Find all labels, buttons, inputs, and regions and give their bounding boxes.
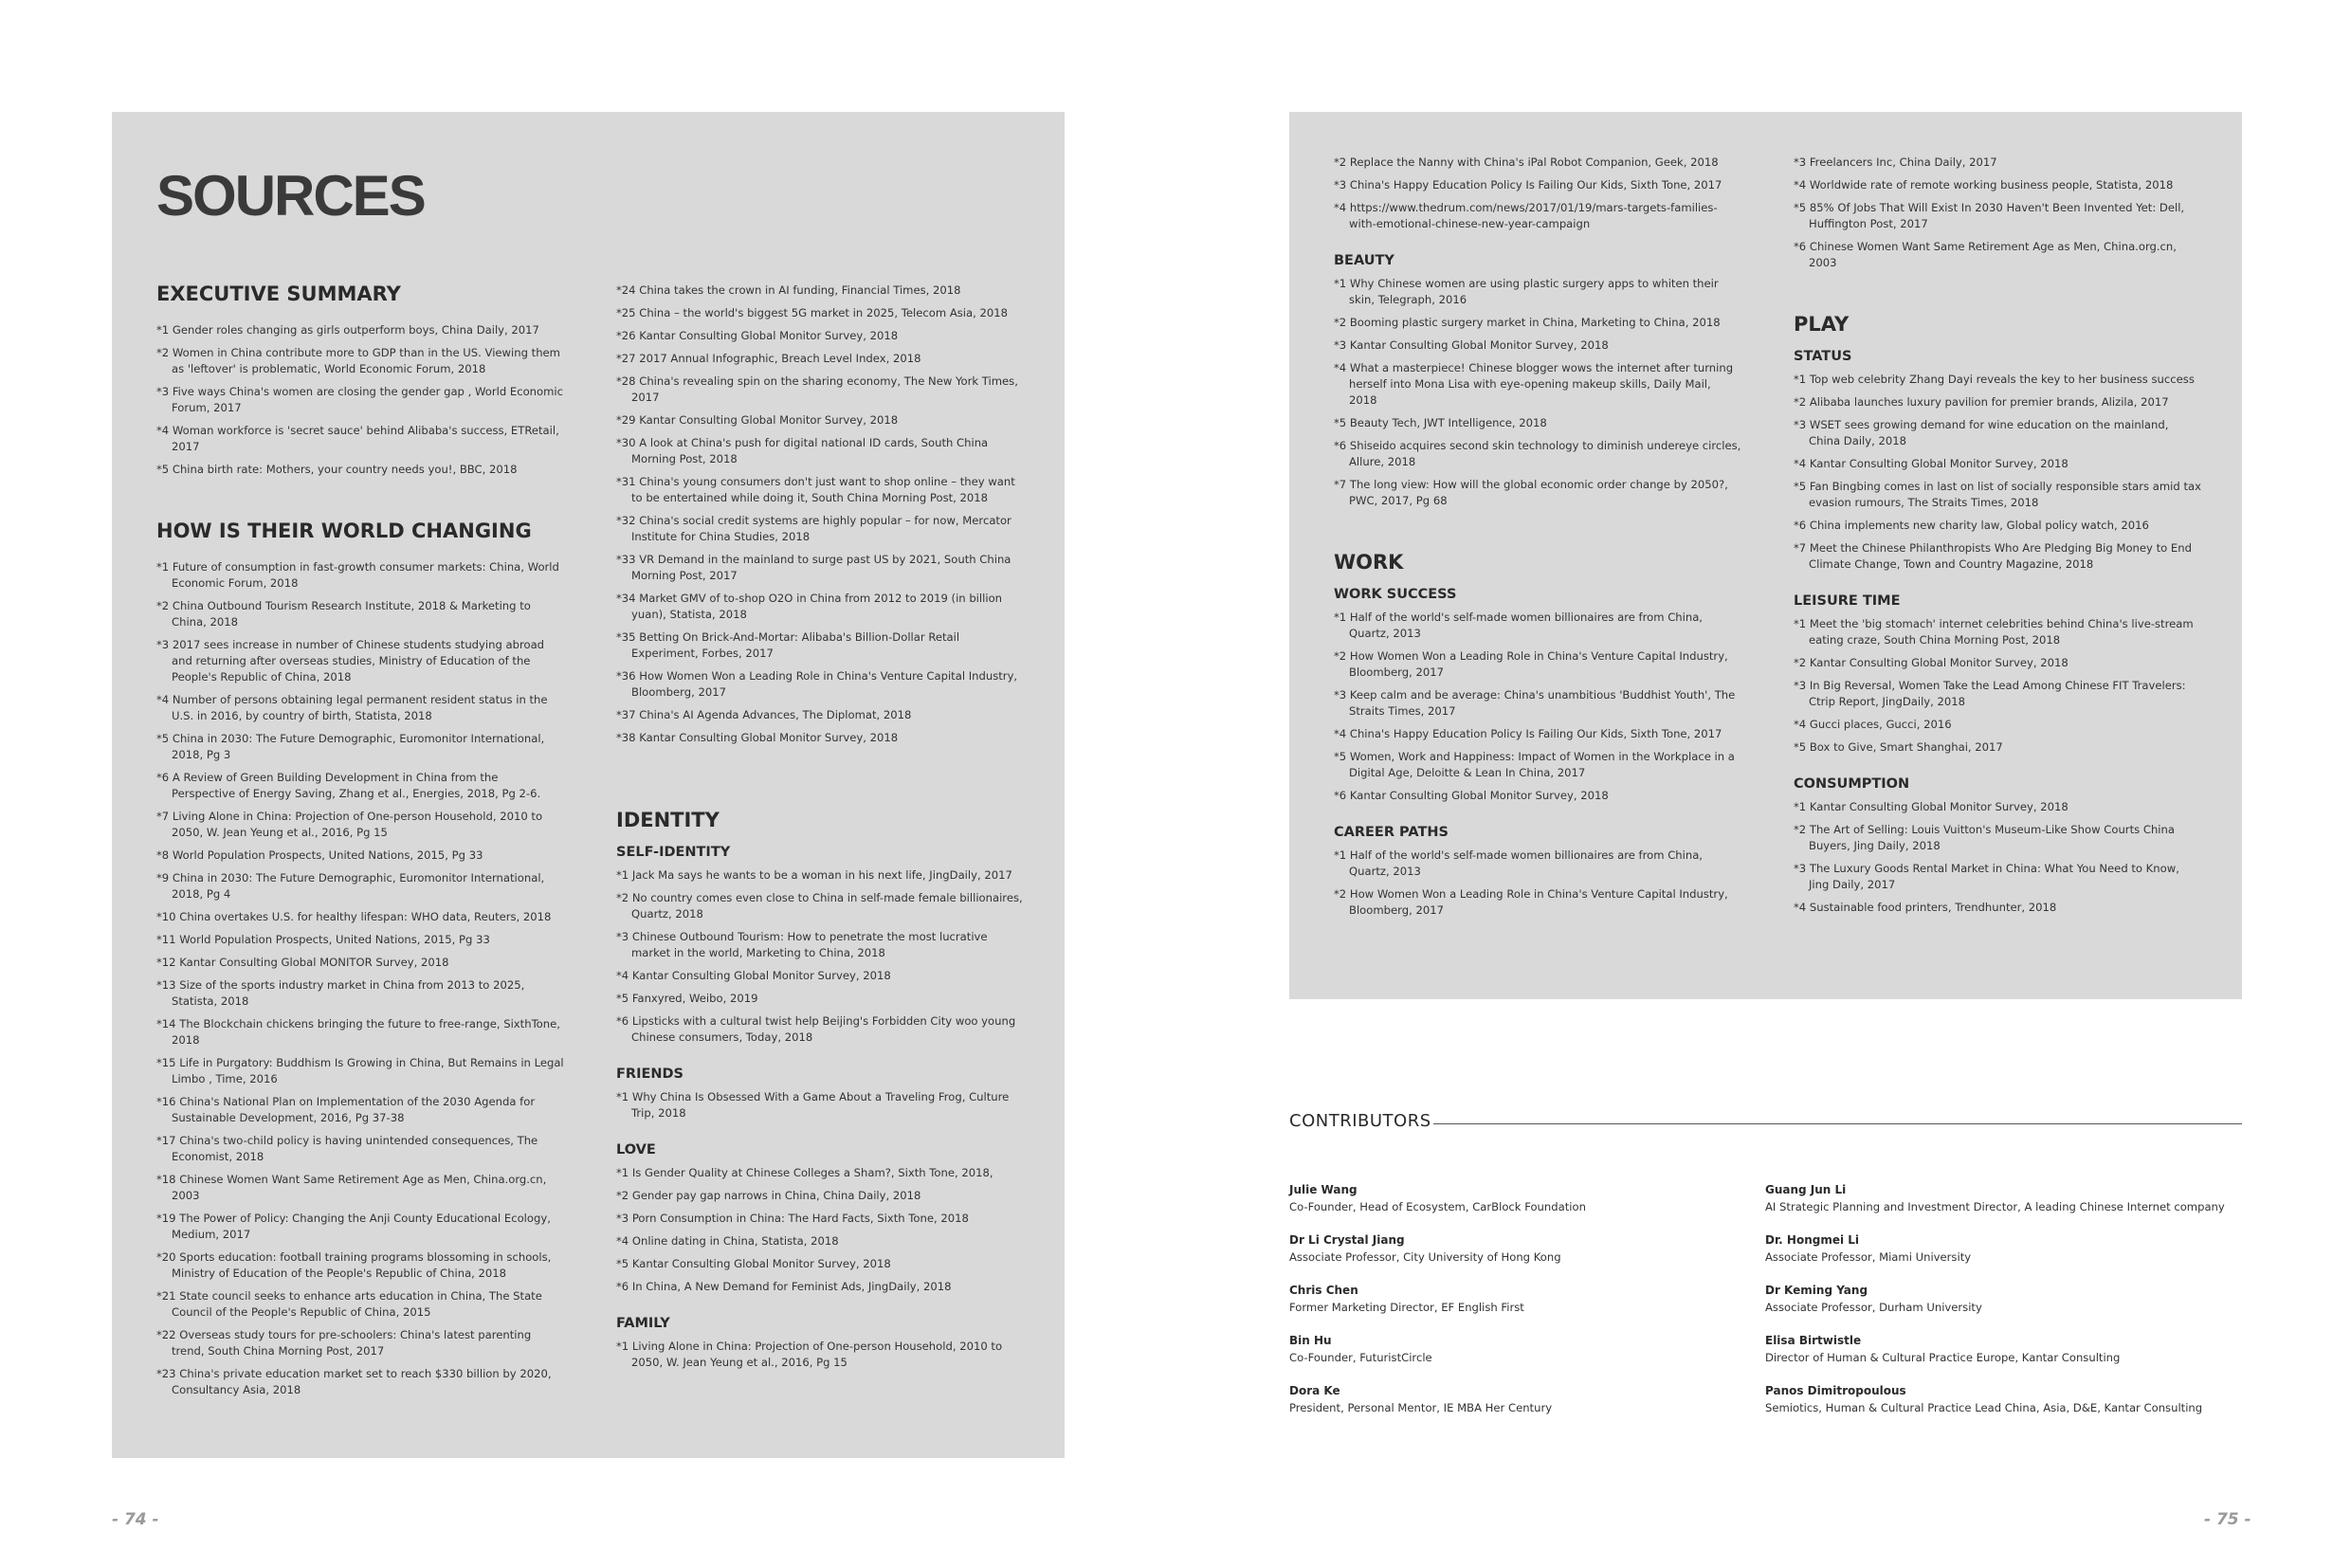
reference-item: *7 Living Alone in China: Projection of One-person Household, 2010 to 2050, W. Jean Yeung et al., 2016, Pg 15 bbox=[156, 810, 543, 839]
subheading-self-identity: SELF-IDENTITY bbox=[616, 845, 731, 860]
reference-item: *4 Sustainable food printers, Trendhunter, 2018 bbox=[1794, 901, 2057, 914]
reference-item: *4 Kantar Consulting Global Monitor Survey, 2018 bbox=[1794, 457, 2069, 470]
reference-item: *4 Gucci places, Gucci, 2016 bbox=[1794, 718, 1952, 731]
reference-item: *33 VR Demand in the mainland to surge past US by 2021, South China Morning Post, 2017 bbox=[616, 553, 1011, 582]
contributor bbox=[1765, 1382, 2258, 1416]
contributor-role: Associate Professor, Durham University bbox=[1765, 1301, 1982, 1314]
reference-item: *3 China's Happy Education Policy Is Failing Our Kids, Sixth Tone, 2017 bbox=[1334, 178, 1722, 191]
reference-item: *5 Kantar Consulting Global Monitor Survey, 2018 bbox=[616, 1257, 891, 1270]
contributor-role: AI Strategic Planning and Investment Director, A leading Chinese Internet company bbox=[1765, 1200, 2225, 1213]
list bbox=[616, 1089, 1029, 1121]
reference-item: *29 Kantar Consulting Global Monitor Survey, 2018 bbox=[616, 413, 899, 427]
list bbox=[1794, 372, 2201, 573]
contributor-name: Dr. Hongmei Li bbox=[1765, 1233, 1860, 1247]
reference-item: *4 Online dating in China, Statista, 2018 bbox=[616, 1234, 839, 1248]
reference-item: *3 In Big Reversal, Women Take the Lead Among Chinese FIT Travelers: Ctrip Report, JingDaily, 2018 bbox=[1794, 679, 2186, 708]
reference-item: *16 China's National Plan on Implementation of the 2030 Agenda for Sustainable Development, 2016, Pg 37-38 bbox=[156, 1095, 536, 1124]
list bbox=[616, 867, 1029, 1046]
reference-item: *5 Fan Bingbing comes in last on list of socially responsible stars amid tax evasion rumours, The Straits Times, 2018 bbox=[1794, 480, 2201, 509]
contributor bbox=[1289, 1181, 1782, 1215]
contributor-role: Former Marketing Director, EF English First bbox=[1289, 1301, 1524, 1314]
reference-item: *3 Five ways China's women are closing the gender gap , World Economic Forum, 2017 bbox=[156, 385, 564, 414]
reference-item: *2 Alibaba launches luxury pavilion for premier brands, Alizila, 2017 bbox=[1794, 395, 2169, 409]
list bbox=[616, 283, 1029, 746]
reference-item: *2 How Women Won a Leading Role in China's Venture Capital Industry, Bloomberg, 2017 bbox=[1334, 887, 1728, 917]
reference-item: *1 Half of the world's self-made women billionaires are from China, Quartz, 2013 bbox=[1334, 611, 1703, 640]
reference-item: *8 World Population Prospects, United Nations, 2015, Pg 33 bbox=[156, 848, 483, 862]
reference-item: *3 Chinese Outbound Tourism: How to penetrate the most lucrative market in the world, Marketing to China, 2018 bbox=[616, 930, 988, 959]
reference-item: *28 China's revealing spin on the sharing economy, The New York Times, 2017 bbox=[616, 374, 1018, 404]
contributor-name: Chris Chen bbox=[1289, 1284, 1358, 1297]
reference-item: *1 Future of consumption in fast-growth consumer markets: China, World Economic Forum, 2018 bbox=[156, 560, 559, 590]
subheading-leisure-time: LEISURE TIME bbox=[1794, 593, 1901, 609]
reference-item: *3 Keep calm and be average: China's unambitious 'Buddhist Youth', The Straits Times, 2017 bbox=[1334, 688, 1736, 718]
reference-item: *4 What a masterpiece! Chinese blogger wows the internet after turning herself into Mona Lisa with eye-opening makeup skills, Daily Mail, 2018 bbox=[1334, 361, 1734, 407]
reference-item: *2 Booming plastic surgery market in China, Marketing to China, 2018 bbox=[1334, 316, 1721, 329]
contributor bbox=[1289, 1332, 1782, 1366]
reference-item: *30 A look at China's push for digital national ID cards, South China Morning Post, 2018 bbox=[616, 436, 989, 465]
contributor bbox=[1765, 1181, 2258, 1215]
reference-item: *3 2017 sees increase in number of Chinese students studying abroad and returning after overseas studies, Ministry of Education of the People's Republic of China, 2018 bbox=[156, 638, 545, 684]
section-heading-work: WORK bbox=[1334, 551, 1404, 574]
contributor-name: Dora Ke bbox=[1289, 1384, 1340, 1397]
reference-item: *1 Why China Is Obsessed With a Game About a Traveling Frog, Culture Trip, 2018 bbox=[616, 1090, 1010, 1120]
list bbox=[1794, 616, 2201, 756]
reference-item: *23 China's private education market set to reach $330 billion by 2020, Consultancy Asia, 2018 bbox=[156, 1367, 552, 1396]
contributor bbox=[1765, 1332, 2258, 1366]
contributor-role: Co-Founder, Head of Ecosystem, CarBlock Foundation bbox=[1289, 1200, 1586, 1213]
contributor bbox=[1765, 1282, 2258, 1316]
section-heading-identity: IDENTITY bbox=[616, 809, 720, 831]
reference-item: *6 Kantar Consulting Global Monitor Survey, 2018 bbox=[1334, 789, 1609, 802]
reference-item: *32 China's social credit systems are highly popular – for now, Mercator Institute for China Studies, 2018 bbox=[616, 514, 1011, 543]
reference-item: *26 Kantar Consulting Global Monitor Survey, 2018 bbox=[616, 329, 899, 342]
reference-item: *2 Gender pay gap narrows in China, China Daily, 2018 bbox=[616, 1189, 921, 1202]
reference-item: *4 Number of persons obtaining legal permanent resident status in the U.S. in 2016, by country of birth, Statista, 2018 bbox=[156, 693, 548, 722]
reference-item: *10 China overtakes U.S. for healthy lifespan: WHO data, Reuters, 2018 bbox=[156, 910, 552, 923]
reference-item: *4 China's Happy Education Policy Is Failing Our Kids, Sixth Tone, 2017 bbox=[1334, 727, 1722, 740]
reference-item: *1 Living Alone in China: Projection of One-person Household, 2010 to 2050, W. Jean Yeung et al., 2016, Pg 15 bbox=[616, 1340, 1003, 1369]
reference-item: *6 Lipsticks with a cultural twist help Beijing's Forbidden City woo young Chinese consumers, Today, 2018 bbox=[616, 1014, 1016, 1044]
list bbox=[616, 1165, 1029, 1295]
left-column-1 bbox=[156, 283, 564, 1405]
left-column-2 bbox=[616, 283, 1029, 1377]
reference-item: *3 The Luxury Goods Rental Market in China: What You Need to Know, Jing Daily, 2017 bbox=[1794, 862, 2179, 891]
reference-item: *3 Porn Consumption in China: The Hard Facts, Sixth Tone, 2018 bbox=[616, 1212, 969, 1225]
reference-item: *35 Betting On Brick-And-Mortar: Alibaba's Billion-Dollar Retail Experiment, Forbes, 2017 bbox=[616, 630, 960, 660]
reference-item: *1 Top web celebrity Zhang Dayi reveals the key to her business success bbox=[1794, 373, 2195, 386]
reference-item: *5 Fanxyred, Weibo, 2019 bbox=[616, 992, 758, 1005]
list bbox=[1334, 848, 1741, 919]
contributor-name: Guang Jun Li bbox=[1765, 1183, 1847, 1196]
reference-item: *38 Kantar Consulting Global Monitor Survey, 2018 bbox=[616, 731, 899, 744]
reference-item: *7 The long view: How will the global economic order change by 2050?, PWC, 2017, Pg 68 bbox=[1334, 478, 1728, 507]
reference-item: *3 Kantar Consulting Global Monitor Survey, 2018 bbox=[1334, 338, 1609, 352]
section-heading-executive-summary: EXECUTIVE SUMMARY bbox=[156, 283, 401, 305]
contributor-name: Elisa Birtwistle bbox=[1765, 1334, 1862, 1347]
page-title: SOURCES bbox=[156, 164, 425, 228]
reference-item: *1 Why Chinese women are using plastic surgery apps to whiten their skin, Telegraph, 2016 bbox=[1334, 277, 1719, 306]
reference-item: *1 Kantar Consulting Global Monitor Survey, 2018 bbox=[1794, 800, 2069, 813]
reference-item: *2 Women in China contribute more to GDP than in the US. Viewing them as 'leftover' is problematic, World Economic Forum, 2018 bbox=[156, 346, 560, 375]
contributor-role: President, Personal Mentor, IE MBA Her Century bbox=[1289, 1401, 1553, 1414]
reference-item: *2 The Art of Selling: Louis Vuitton's Museum-Like Show Courts China Buyers, Jing Daily, 2018 bbox=[1794, 823, 2175, 852]
reference-item: *7 Meet the Chinese Philanthropists Who Are Pledging Big Money to End Climate Change, Town and Country Magazine, 2018 bbox=[1794, 541, 2192, 571]
reference-item: *14 The Blockchain chickens bringing the future to free-range, SixthTone, 2018 bbox=[156, 1017, 560, 1047]
reference-item: *5 Women, Work and Happiness: Impact of Women in the Workplace in a Digital Age, Deloitte & Lean In China, 2017 bbox=[1334, 750, 1735, 779]
reference-item: *15 Life in Purgatory: Buddhism Is Growing in China, But Remains in Legal Limbo , Time, 2016 bbox=[156, 1056, 564, 1085]
reference-item: *9 China in 2030: The Future Demographic, Euromonitor International, 2018, Pg 4 bbox=[156, 871, 545, 901]
contributor bbox=[1289, 1231, 1782, 1266]
reference-item: *20 Sports education: football training programs blossoming in schools, Ministry of Education of the People's Republic of China, 2018 bbox=[156, 1250, 552, 1280]
reference-item: *5 85% Of Jobs That Will Exist In 2030 Haven't Been Invented Yet: Dell, Huffington Post, 2017 bbox=[1794, 201, 2185, 230]
right-column-2 bbox=[1794, 155, 2201, 922]
reference-item: *1 Is Gender Quality at Chinese Colleges a Sham?, Sixth Tone, 2018, bbox=[616, 1166, 993, 1179]
reference-item: *4 Woman workforce is 'secret sauce' behind Alibaba's success, ETRetail, 2017 bbox=[156, 424, 559, 453]
reference-item: *5 Box to Give, Smart Shanghai, 2017 bbox=[1794, 740, 2003, 754]
page-number-left: - 74 - bbox=[112, 1510, 159, 1529]
contributor-role: Semiotics, Human & Cultural Practice Lead China, Asia, D&E, Kantar Consulting bbox=[1765, 1401, 2203, 1414]
contributor-name: Panos Dimitropoulous bbox=[1765, 1384, 1906, 1397]
reference-item: *4 Worldwide rate of remote working business people, Statista, 2018 bbox=[1794, 178, 2174, 191]
contributor-name: Dr Li Crystal Jiang bbox=[1289, 1233, 1405, 1247]
reference-item: *2 No country comes even close to China in self-made female billionaires, Quartz, 2018 bbox=[616, 891, 1023, 921]
reference-item: *3 WSET sees growing demand for wine education on the mainland, China Daily, 2018 bbox=[1794, 418, 2169, 447]
reference-item: *5 China birth rate: Mothers, your country needs you!, BBC, 2018 bbox=[156, 463, 518, 476]
subheading-consumption: CONSUMPTION bbox=[1794, 776, 1910, 792]
section-heading-play: PLAY bbox=[1794, 313, 1850, 336]
list bbox=[1794, 155, 2201, 271]
reference-item: *6 In China, A New Demand for Feminist Ads, JingDaily, 2018 bbox=[616, 1280, 952, 1293]
contributor-role: Director of Human & Cultural Practice Europe, Kantar Consulting bbox=[1765, 1351, 2121, 1364]
reference-item: *6 China implements new charity law, Global policy watch, 2016 bbox=[1794, 519, 2149, 532]
reference-item: *2 Replace the Nanny with China's iPal Robot Companion, Geek, 2018 bbox=[1334, 155, 1719, 169]
contributor-name: Dr Keming Yang bbox=[1765, 1284, 1868, 1297]
contributor-role: Co-Founder, FuturistCircle bbox=[1289, 1351, 1432, 1364]
reference-item: *6 A Review of Green Building Development in China from the Perspective of Energy Saving, Zhang et al., Energies, 2018, Pg 2-6. bbox=[156, 771, 541, 800]
reference-item: *2 China Outbound Tourism Research Institute, 2018 & Marketing to China, 2018 bbox=[156, 599, 531, 629]
reference-item: *11 World Population Prospects, United Nations, 2015, Pg 33 bbox=[156, 933, 490, 946]
reference-item: *1 Meet the 'big stomach' internet celebrities behind China's live-stream eating craze, South China Morning Post, 2018 bbox=[1794, 617, 2194, 647]
subheading-beauty: BEAUTY bbox=[1334, 253, 1394, 268]
contributor bbox=[1289, 1282, 1782, 1316]
reference-item: *13 Size of the sports industry market in China from 2013 to 2025, Statista, 2018 bbox=[156, 978, 525, 1008]
reference-item: *21 State council seeks to enhance arts education in China, The State Council of the People's Republic of China, 2015 bbox=[156, 1289, 542, 1319]
reference-item: *19 The Power of Policy: Changing the Anji County Educational Ecology, Medium, 2017 bbox=[156, 1212, 551, 1241]
reference-item: *22 Overseas study tours for pre-schoolers: China's latest parenting trend, South China Morning Post, 2017 bbox=[156, 1328, 532, 1358]
right-column-1 bbox=[1334, 155, 1741, 925]
subheading-family: FAMILY bbox=[616, 1316, 670, 1331]
reference-item: *25 China – the world's biggest 5G market in 2025, Telecom Asia, 2018 bbox=[616, 306, 1008, 319]
reference-item: *1 Half of the world's self-made women billionaires are from China, Quartz, 2013 bbox=[1334, 848, 1703, 878]
list bbox=[1334, 276, 1741, 509]
subheading-friends: FRIENDS bbox=[616, 1067, 683, 1082]
reference-item: *3 Freelancers Inc, China Daily, 2017 bbox=[1794, 155, 1997, 169]
reference-item: *2 How Women Won a Leading Role in China's Venture Capital Industry, Bloomberg, 2017 bbox=[1334, 649, 1728, 679]
reference-item: *1 Jack Ma says he wants to be a woman in his next life, JingDaily, 2017 bbox=[616, 868, 1012, 882]
reference-item: *5 China in 2030: The Future Demographic, Euromonitor International, 2018, Pg 3 bbox=[156, 732, 545, 761]
contributor-role: Associate Professor, Miami University bbox=[1765, 1250, 1972, 1264]
subheading-status: STATUS bbox=[1794, 349, 1852, 364]
reference-item: *34 Market GMV of to-shop O2O in China from 2012 to 2019 (in billion yuan), Statista, 2018 bbox=[616, 592, 1003, 621]
contributor-name: Julie Wang bbox=[1289, 1183, 1358, 1196]
reference-item: *17 China's two-child policy is having unintended consequences, The Economist, 2018 bbox=[156, 1134, 538, 1163]
contributor-name: Bin Hu bbox=[1289, 1334, 1332, 1347]
contributors-divider bbox=[1433, 1123, 2242, 1124]
reference-item: *12 Kantar Consulting Global MONITOR Survey, 2018 bbox=[156, 956, 449, 969]
reference-item: *24 China takes the crown in AI funding, Financial Times, 2018 bbox=[616, 283, 961, 297]
reference-item: *37 China's AI Agenda Advances, The Diplomat, 2018 bbox=[616, 708, 912, 721]
reference-item: *27 2017 Annual Infographic, Breach Level Index, 2018 bbox=[616, 352, 921, 365]
list bbox=[156, 559, 564, 1398]
page-number-right: - 75 - bbox=[2204, 1510, 2251, 1529]
subheading-career-paths: CAREER PATHS bbox=[1334, 825, 1449, 840]
subheading-work-success: WORK SUCCESS bbox=[1334, 587, 1457, 602]
contributor bbox=[1289, 1382, 1782, 1416]
reference-item: *6 Chinese Women Want Same Retirement Age as Men, China.org.cn, 2003 bbox=[1794, 240, 2177, 269]
subheading-love: LOVE bbox=[616, 1142, 656, 1158]
reference-item: *4 https://www.thedrum.com/news/2017/01/19/mars-targets-families-with-emotional-chinese-new-year-campaign bbox=[1334, 201, 1718, 230]
reference-item: *5 Beauty Tech, JWT Intelligence, 2018 bbox=[1334, 416, 1547, 429]
reference-item: *2 Kantar Consulting Global Monitor Survey, 2018 bbox=[1794, 656, 2069, 669]
reference-item: *18 Chinese Women Want Same Retirement Age as Men, China.org.cn, 2003 bbox=[156, 1173, 547, 1202]
reference-item: *31 China's young consumers don't just want to shop online – they want to be entertained while doing it, South China Morning Post, 2018 bbox=[616, 475, 1015, 504]
reference-item: *6 Shiseido acquires second skin technology to diminish undereye circles, Allure, 2018 bbox=[1334, 439, 1741, 468]
contributors-heading: CONTRIBUTORS bbox=[1289, 1111, 1431, 1131]
contributor bbox=[1765, 1231, 2258, 1266]
list bbox=[1334, 610, 1741, 804]
list bbox=[156, 322, 564, 478]
list bbox=[1334, 155, 1741, 232]
list bbox=[616, 1339, 1029, 1371]
reference-item: *1 Gender roles changing as girls outperform boys, China Daily, 2017 bbox=[156, 323, 539, 337]
list bbox=[1794, 799, 2201, 916]
reference-item: *36 How Women Won a Leading Role in China's Venture Capital Industry, Bloomberg, 2017 bbox=[616, 669, 1018, 699]
contributor-role: Associate Professor, City University of Hong Kong bbox=[1289, 1250, 1561, 1264]
reference-item: *4 Kantar Consulting Global Monitor Survey, 2018 bbox=[616, 969, 891, 982]
section-heading-world-changing: HOW IS THEIR WORLD CHANGING bbox=[156, 520, 532, 542]
